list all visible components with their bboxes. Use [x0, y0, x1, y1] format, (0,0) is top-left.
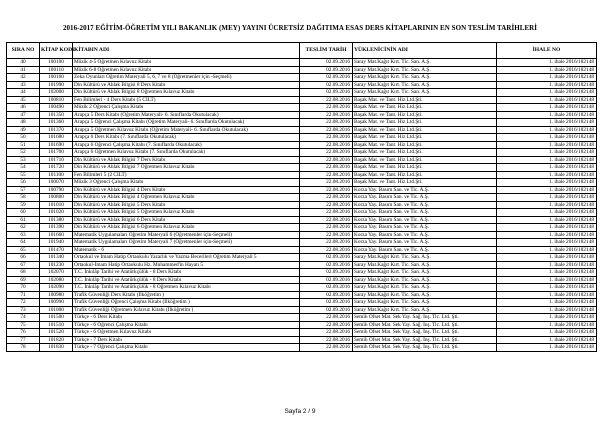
cell-teslim-tarih: 22.08.2016: [300, 171, 353, 179]
cell-sira-no: 41: [7, 66, 40, 74]
cell-sira-no: 50: [7, 134, 40, 142]
cell-teslim-tarih: 22.08.2016: [300, 246, 353, 254]
cell-kitabin-adi: Matematik - 6: [73, 246, 300, 254]
cell-kitap-kodu: 101340: [40, 254, 73, 262]
cell-sira-no: 62: [7, 224, 40, 232]
cell-kitabin-adi: Arapça 5 Öğretmen Kılavuz Kitabı (Öğretim Materyali- 6. Sınıflarda Okutulacak): [73, 126, 300, 134]
cell-yuklenici: Başak Mat. ve Tant. Hiz Ltd.Şti.: [353, 171, 497, 179]
cell-kitabin-adi: Fen Bilimleri 5 (2 CİLT): [73, 171, 300, 179]
cell-ihale-no: 1. ihale 2016/182148: [497, 59, 597, 67]
cell-kitabin-adi: T.C. İnkılâp Tarihi ve Atatürkçülük - 8 Öğretmen Kılavuz Kitabı: [73, 284, 300, 292]
cell-kitap-kodu: 101380: [40, 216, 73, 224]
cell-kitabin-adi: Trafik Güvenliği Öğretmen Kılavuz Kitabı (İlköğretim ): [73, 306, 300, 314]
cell-sira-no: 68: [7, 269, 40, 277]
cell-sira-no: 53: [7, 156, 40, 164]
cell-yuklenici: Saray Mat.Kağıt Kırt. Tic. San. A.Ş.: [353, 66, 497, 74]
cell-yuklenici: Başak Mat. ve Tant. Hiz Ltd.Şti.: [353, 164, 497, 172]
cell-kitap-kodu: 101710: [40, 156, 73, 164]
table-row: [7, 164, 597, 172]
cell-yuklenici: Saray Mat.Kağıt Kırt. Tic. San. A.Ş.: [353, 81, 497, 89]
cell-sira-no: 77: [7, 336, 40, 344]
cell-ihale-no: 1. ihale 2016/182148: [497, 209, 597, 217]
table-row: [7, 344, 597, 352]
cell-kitabin-adi: Din Kültürü ve Ahlak Bilgisi 7 Öğretmen Kılavuz Kitabı: [73, 164, 300, 172]
cell-kitap-kodu: 100100: [40, 59, 73, 67]
cell-sira-no: 47: [7, 111, 40, 119]
cell-ihale-no: 1. ihale 2016/182148: [497, 171, 597, 179]
cell-yuklenici: Korza Yay. Basım San. ve Tic. A.Ş.: [353, 239, 497, 247]
cell-teslim-tarih: 02.09.2016: [300, 89, 353, 97]
cell-ihale-no: 1. ihale 2016/182148: [497, 269, 597, 277]
cell-yuklenici: Saray Mat.Kağıt Kırt. Tic. San. A.Ş.: [353, 261, 497, 269]
table-header-row: [7, 43, 597, 59]
cell-yuklenici: Başak Mat. ve Tant. Hiz Ltd.Şti.: [353, 156, 497, 164]
cell-teslim-tarih: 22.08.2016: [300, 231, 353, 239]
table-row: [7, 216, 597, 224]
cell-kitap-kodu: 101520: [40, 329, 73, 337]
header-kitabin-adi: [73, 43, 300, 59]
cell-teslim-tarih: 02.09.2016: [300, 261, 353, 269]
table-row: [7, 134, 597, 142]
header-sira-text: SIRA NO: [11, 47, 35, 54]
cell-ihale-no: 1. ihale 2016/182148: [497, 261, 597, 269]
cell-sira-no: 59: [7, 201, 40, 209]
cell-ihale-no: 1. ihale 2016/182148: [497, 194, 597, 202]
header-yayinci-text: YÜKLENİCİNİN ADI: [354, 47, 408, 54]
cell-sira-no: 61: [7, 216, 40, 224]
cell-kitabin-adi: Din Kültürü ve Ahlak Bilgisi 5 Ders Kitabı: [73, 201, 300, 209]
table-row: [7, 194, 597, 202]
cell-yuklenici: Korza Yay. Basım San. ve Tic. A.Ş.: [353, 246, 497, 254]
cell-teslim-tarih: 22.08.2016: [300, 111, 353, 119]
table-row: [7, 329, 597, 337]
cell-ihale-no: 1. ihale 2016/182148: [497, 254, 597, 262]
cell-kitap-kodu: 101500: [40, 314, 73, 322]
cell-kitap-kodu: 100070: [40, 179, 73, 187]
cell-teslim-tarih: 22.08.2016: [300, 126, 353, 134]
cell-teslim-tarih: 22.08.2016: [300, 336, 353, 344]
cell-kitabin-adi: Din Kültürü ve Ahlak Bilgisi 5 Öğretmen Kılavuz Kitabı: [73, 209, 300, 217]
cell-teslim-tarih: 02.09.2016: [300, 299, 353, 307]
cell-teslim-tarih: 22.08.2016: [300, 186, 353, 194]
cell-kitap-kodu: 100110: [40, 66, 73, 74]
cell-sira-no: 63: [7, 231, 40, 239]
cell-kitap-kodu: 101470: [40, 246, 73, 254]
cell-kitap-kodu: 101680: [40, 134, 73, 142]
cell-teslim-tarih: 02.09.2016: [300, 254, 353, 262]
cell-kitap-kodu: 101360: [40, 119, 73, 127]
cell-kitabin-adi: Arapça 6 Öğretmen Kılavuz Kitabı (7. Sınıflarda Okutulacak): [73, 149, 300, 157]
cell-kitap-kodu: 101370: [40, 126, 73, 134]
cell-teslim-tarih: 22.08.2016: [300, 104, 353, 112]
cell-sira-no: 69: [7, 276, 40, 284]
cell-kitabin-adi: Ortaokul-İmam Hatip Ortaokulu Hz. Muhammed'in Hayatı 5: [73, 261, 300, 269]
table-row: [7, 81, 597, 89]
cell-kitap-kodu: 102090: [40, 284, 73, 292]
cell-kitabin-adi: Din Kültürü ve Ahlak Bilgisi 4 Ders Kitabı: [73, 186, 300, 194]
cell-kitabin-adi: Müzik 3 Öğrenci Çalışma Kitabı: [73, 179, 300, 187]
table-row: [7, 246, 597, 254]
cell-yuklenici: Semih Ofset Mat. Sek Yay. Sağ. İnş. Tic. Ltd. Şti.: [353, 321, 497, 329]
cell-sira-no: 60: [7, 209, 40, 217]
cell-yuklenici: Semih Ofset Mat. Sek Yay. Sağ. İnş. Tic. Ltd. Şti.: [353, 336, 497, 344]
table-row: [7, 111, 597, 119]
table-row: [7, 66, 597, 74]
cell-yuklenici: Başak Mat. ve Tant. Hiz Ltd.Şti.: [353, 96, 497, 104]
cell-ihale-no: 1. ihale 2016/182148: [497, 186, 597, 194]
cell-ihale-no: 1. ihale 2016/182148: [497, 81, 597, 89]
cell-sira-no: 66: [7, 254, 40, 262]
table-row: [7, 141, 597, 149]
cell-sira-no: 43: [7, 81, 40, 89]
cell-ihale-no: 1. ihale 2016/182148: [497, 291, 597, 299]
table-row: [7, 336, 597, 344]
cell-kitabin-adi: Zeka Oyunları Öğretim Materyali 5, 6, 7 ve 8 (Öğretmenler için -Seçmeli): [73, 74, 300, 82]
cell-ihale-no: 1. ihale 2016/182148: [497, 201, 597, 209]
cell-ihale-no: 1. ihale 2016/182148: [497, 276, 597, 284]
cell-teslim-tarih: 22.08.2016: [300, 149, 353, 157]
page-title: 2016-2017 EĞİTİM-ÖĞRETİM YILI BAKANLIK (MEY) YAYINI ÜCRETSİZ DAĞITIMA ESAS DERS KİTAPLARININ EN SON TESLİM TARİHLERİ: [62, 24, 538, 32]
table-body: [7, 59, 597, 352]
cell-kitabin-adi: Arapça 5 Ders Kitabı (Öğretim Materyali- 6. Sınıflarda Okutulacak): [73, 111, 300, 119]
cell-sira-no: 49: [7, 126, 40, 134]
cell-sira-no: 55: [7, 171, 40, 179]
cell-yuklenici: Saray Mat.Kağıt Kırt. Tic. San. A.Ş.: [353, 254, 497, 262]
cell-ihale-no: 1. ihale 2016/182148: [497, 119, 597, 127]
cell-kitap-kodu: 101720: [40, 164, 73, 172]
cell-ihale-no: 1. ihale 2016/182148: [497, 96, 597, 104]
cell-kitap-kodu: 101100: [40, 171, 73, 179]
cell-ihale-no: 1. ihale 2016/182148: [497, 141, 597, 149]
cell-teslim-tarih: 22.08.2016: [300, 344, 353, 352]
cell-ihale-no: 1. ihale 2016/182148: [497, 89, 597, 97]
cell-kitap-kodu: 101940: [40, 239, 73, 247]
cell-yuklenici: Korza Yay. Basım San. ve Tic. A.Ş.: [353, 186, 497, 194]
cell-kitap-kodu: 101230: [40, 261, 73, 269]
cell-teslim-tarih: 22.08.2016: [300, 321, 353, 329]
cell-kitabin-adi: Matematik Uygulamaları Öğretim Materyali 7 (Öğretmenler için-Seçmeli): [73, 239, 300, 247]
cell-kitap-kodu: 100980: [40, 291, 73, 299]
cell-ihale-no: 1. ihale 2016/182148: [497, 314, 597, 322]
cell-sira-no: 70: [7, 284, 40, 292]
cell-ihale-no: 1. ihale 2016/182148: [497, 246, 597, 254]
cell-kitap-kodu: 101020: [40, 209, 73, 217]
cell-teslim-tarih: 22.08.2016: [300, 156, 353, 164]
table-row: [7, 276, 597, 284]
cell-sira-no: 71: [7, 291, 40, 299]
cell-kitabin-adi: Müzik 4-5 Öğretmen Kılavuz Kitabı: [73, 59, 300, 67]
cell-teslim-tarih: 22.08.2016: [300, 134, 353, 142]
table-row: [7, 59, 597, 67]
cell-kitap-kodu: 100810: [40, 96, 73, 104]
cell-kitabin-adi: Matematik Uygulamaları Öğretim Materyali 6 (Öğretmenler için-Seçmeli): [73, 231, 300, 239]
cell-teslim-tarih: 22.08.2016: [300, 239, 353, 247]
table-row: [7, 299, 597, 307]
cell-kitabin-adi: Din Kültürü ve Ahlak Bilgisi 6 Ders Kitabı: [73, 216, 300, 224]
cell-yuklenici: Saray Mat.Kağıt Kırt. Tic. San. A.Ş.: [353, 89, 497, 97]
table-row: [7, 291, 597, 299]
cell-kitap-kodu: 101510: [40, 321, 73, 329]
cell-yuklenici: Başak Mat. ve Tant. Hiz Ltd.Şti.: [353, 126, 497, 134]
table-row: [7, 269, 597, 277]
cell-sira-no: 40: [7, 59, 40, 67]
cell-teslim-tarih: 02.09.2016: [300, 66, 353, 74]
cell-yuklenici: Korza Yay. Basım San. ve Tic. A.Ş.: [353, 209, 497, 217]
cell-teslim-tarih: 22.08.2016: [300, 119, 353, 127]
cell-yuklenici: Korza Yay. Basım San. ve Tic. A.Ş.: [353, 231, 497, 239]
cell-kitap-kodu: 101000: [40, 306, 73, 314]
table-row: [7, 89, 597, 97]
header-ihale-no: [497, 43, 597, 59]
table-row: [7, 96, 597, 104]
cell-ihale-no: 1. ihale 2016/182148: [497, 231, 597, 239]
table-row: [7, 261, 597, 269]
cell-sira-no: 42: [7, 74, 40, 82]
cell-kitabin-adi: Din Kültürü ve Ahlak Bilgisi 8 Ders Kitabı: [73, 81, 300, 89]
cell-sira-no: 78: [7, 344, 40, 352]
cell-kitabin-adi: T.C. İnkılâp Tarihi ve Atatürkçülük - 8 Ders Kitabı: [73, 276, 300, 284]
cell-kitabin-adi: Müzik 6-8 Öğretmen Kılavuz Kitabı: [73, 66, 300, 74]
table-row: [7, 156, 597, 164]
header-yuklenici: [353, 43, 497, 59]
table-row: [7, 104, 597, 112]
cell-teslim-tarih: 22.08.2016: [300, 329, 353, 337]
cell-teslim-tarih: 22.08.2016: [300, 179, 353, 187]
cell-kitabin-adi: Din Kültürü ve Ahlak Bilgisi 6 Öğretmen Kılavuz Kitabı: [73, 224, 300, 232]
cell-yuklenici: Saray Mat.Kağıt Kırt. Tic. San. A.Ş.: [353, 276, 497, 284]
cell-yuklenici: Korza Yay. Basım San. ve Tic. A.Ş.: [353, 194, 497, 202]
cell-yuklenici: Saray Mat.Kağıt Kırt. Tic. San. A.Ş.: [353, 269, 497, 277]
table-row: [7, 119, 597, 127]
cell-teslim-tarih: 22.08.2016: [300, 194, 353, 202]
cell-ihale-no: 1. ihale 2016/182148: [497, 329, 597, 337]
table-row: [7, 201, 597, 209]
cell-sira-no: 46: [7, 104, 40, 112]
cell-kitabin-adi: Din Kültürü ve Ahlak Bilgisi 8 Öğretmen Kılavuz Kitabı: [73, 89, 300, 97]
cell-sira-no: 72: [7, 299, 40, 307]
table-row: [7, 74, 597, 82]
cell-yuklenici: Semih Ofset Mat. Sek Yay. Sağ. İnş. Tic. Ltd. Şti.: [353, 329, 497, 337]
cell-yuklenici: Saray Mat.Kağıt Kırt. Tic. San. A.Ş.: [353, 59, 497, 67]
cell-kitabin-adi: Türkçe - 6 Ders Kitabı: [73, 314, 300, 322]
cell-ihale-no: 1. ihale 2016/182148: [497, 179, 597, 187]
table-row: [7, 126, 597, 134]
table-row: [7, 209, 597, 217]
cell-teslim-tarih: 02.09.2016: [300, 276, 353, 284]
cell-yuklenici: Korza Yay. Basım San. ve Tic. A.Ş.: [353, 201, 497, 209]
cell-ihale-no: 1. ihale 2016/182148: [497, 149, 597, 157]
cell-sira-no: 52: [7, 149, 40, 157]
cell-ihale-no: 1. ihale 2016/182148: [497, 134, 597, 142]
cell-teslim-tarih: 02.09.2016: [300, 269, 353, 277]
cell-yuklenici: Saray Mat.Kağıt Kırt. Tic. San. A.Ş.: [353, 284, 497, 292]
cell-kitabin-adi: Türkçe - 6 Öğretmen Kılavuz Kitabı: [73, 329, 300, 337]
cell-kitabin-adi: Trafik Güvenliği Ders Kitabı (İlköğretim ): [73, 291, 300, 299]
cell-ihale-no: 1. ihale 2016/182148: [497, 126, 597, 134]
cell-kitabin-adi: Fen Bilimleri - 4 Ders Kitabı (5 CİLT): [73, 96, 300, 104]
cell-teslim-tarih: 02.09.2016: [300, 291, 353, 299]
cell-sira-no: 67: [7, 261, 40, 269]
table-row: [7, 314, 597, 322]
cell-teslim-tarih: 02.09.2016: [300, 81, 353, 89]
table-row: [7, 306, 597, 314]
cell-kitabin-adi: Din Kültürü ve Ahlak Bilgisi 7 Ders Kitabı: [73, 156, 300, 164]
cell-kitabin-adi: Türkçe - 7 Ders Kitabı: [73, 336, 300, 344]
cell-ihale-no: 1. ihale 2016/182148: [497, 336, 597, 344]
cell-kitap-kodu: 102070: [40, 269, 73, 277]
cell-kitap-kodu: 102000: [40, 89, 73, 97]
cell-kitabin-adi: Arapça 6 Ders Kitabı (7. Sınıflarda Okutulacak): [73, 134, 300, 142]
page-number: Sayfa 2 / 9: [284, 408, 316, 415]
cell-ihale-no: 1. ihale 2016/182148: [497, 299, 597, 307]
cell-sira-no: 58: [7, 194, 40, 202]
cell-yuklenici: Başak Mat. ve Tant. Hiz Ltd.Şti.: [353, 119, 497, 127]
cell-yuklenici: Başak Mat. ve Tant. Hiz Ltd.Şti.: [353, 111, 497, 119]
cell-sira-no: 54: [7, 164, 40, 172]
cell-ihale-no: 1. ihale 2016/182148: [497, 224, 597, 232]
cell-kitap-kodu: 101660: [40, 231, 73, 239]
cell-yuklenici: Saray Mat.Kağıt Kırt. Tic. San. A.Ş.: [353, 306, 497, 314]
cell-teslim-tarih: 22.08.2016: [300, 224, 353, 232]
cell-kitap-kodu: 101690: [40, 141, 73, 149]
cell-yuklenici: Semih Ofset Mat. Sek Yay. Sağ. İnş. Tic. Ltd. Şti.: [353, 314, 497, 322]
cell-ihale-no: 1. ihale 2016/182148: [497, 344, 597, 352]
header-sira-no: [7, 43, 40, 59]
cell-sira-no: 73: [7, 306, 40, 314]
cell-yuklenici: Başak Mat. ve Tant. Hiz Ltd.Şti.: [353, 149, 497, 157]
cell-sira-no: 48: [7, 119, 40, 127]
cell-sira-no: 75: [7, 321, 40, 329]
cell-ihale-no: 1. ihale 2016/182148: [497, 104, 597, 112]
table-row: [7, 239, 597, 247]
cell-teslim-tarih: 22.08.2016: [300, 141, 353, 149]
cell-sira-no: 65: [7, 246, 40, 254]
cell-kitabin-adi: Arapça 5 Öğrenci Çalışma Kitabı (Öğretim Materyali- 6. Sınıflarda Okutulacak): [73, 119, 300, 127]
cell-sira-no: 76: [7, 329, 40, 337]
cell-kitabin-adi: T.C. İnkılâp Tarihi ve Atatürkçülük - 8 Ders Kitabı: [73, 269, 300, 277]
table-row: [7, 171, 597, 179]
table-row: [7, 149, 597, 157]
cell-sira-no: 57: [7, 186, 40, 194]
cell-kitap-kodu: 101820: [40, 336, 73, 344]
cell-kitabin-adi: Trafik Güvenliği Öğrenci Çalışma Kitabı (İlköğretim ): [73, 299, 300, 307]
header-tarih-text: TESLİM TARİH: [305, 47, 347, 54]
cell-sira-no: 74: [7, 314, 40, 322]
cell-yuklenici: Korza Yay. Basım San. ve Tic. A.Ş.: [353, 224, 497, 232]
table-row: [7, 186, 597, 194]
cell-kitap-kodu: 101350: [40, 111, 73, 119]
cell-kitap-kodu: 100490: [40, 104, 73, 112]
cell-kitabin-adi: Müzik 2 Öğrenci Çalışma Kitabı: [73, 104, 300, 112]
cell-kitap-kodu: 101010: [40, 201, 73, 209]
cell-ihale-no: 1. ihale 2016/182148: [497, 74, 597, 82]
cell-yuklenici: Başak Mat. ve Tant. Hiz Ltd.Şti.: [353, 134, 497, 142]
cell-teslim-tarih: 22.08.2016: [300, 314, 353, 322]
cell-teslim-tarih: 22.08.2016: [300, 164, 353, 172]
cell-sira-no: 44: [7, 89, 40, 97]
cell-ihale-no: 1. ihale 2016/182148: [497, 164, 597, 172]
cell-kitap-kodu: 101830: [40, 344, 73, 352]
cell-sira-no: 64: [7, 239, 40, 247]
cell-kitap-kodu: 100790: [40, 186, 73, 194]
cell-yuklenici: Saray Mat.Kağıt Kırt. Tic. San. A.Ş.: [353, 299, 497, 307]
cell-ihale-no: 1. ihale 2016/182148: [497, 66, 597, 74]
cell-kitap-kodu: 100160: [40, 74, 73, 82]
cell-kitap-kodu: 101990: [40, 81, 73, 89]
cell-sira-no: 51: [7, 141, 40, 149]
cell-kitabin-adi: Arapça 6 Öğrenci Çalışma Kitabı (7. Sınıflarda Okutulacak): [73, 141, 300, 149]
cell-kitap-kodu: 100800: [40, 194, 73, 202]
table-row: [7, 231, 597, 239]
cell-kitabin-adi: Türkçe - 6 Öğrenci Çalışma Kitabı: [73, 321, 300, 329]
cell-teslim-tarih: 02.09.2016: [300, 284, 353, 292]
cell-sira-no: 56: [7, 179, 40, 187]
cell-yuklenici: Başak Mat. ve Tant. Hiz Ltd.Şti.: [353, 179, 497, 187]
header-adi-text: KİTABIN ADI: [74, 47, 110, 54]
header-teslim-tarih: [300, 43, 353, 59]
cell-ihale-no: 1. ihale 2016/182148: [497, 239, 597, 247]
cell-ihale-no: 1. ihale 2016/182148: [497, 156, 597, 164]
cell-kitabin-adi: Din Kültürü ve Ahlak Bilgisi 4 Öğretmen Kılavuz Kitabı: [73, 194, 300, 202]
cell-kitap-kodu: 101700: [40, 149, 73, 157]
header-ihale-text: İHALE NO: [532, 47, 561, 54]
cell-sira-no: 45: [7, 96, 40, 104]
cell-ihale-no: 1. ihale 2016/182148: [497, 306, 597, 314]
cell-yuklenici: Korza Yay. Basım San. ve Tic. A.Ş.: [353, 216, 497, 224]
cell-teslim-tarih: 02.09.2016: [300, 306, 353, 314]
cell-teslim-tarih: 22.08.2016: [300, 216, 353, 224]
cell-kitap-kodu: 101390: [40, 224, 73, 232]
cell-teslim-tarih: 02.09.2016: [300, 59, 353, 67]
header-kod-text: KİTAP KODU: [41, 47, 77, 54]
cell-yuklenici: Semih Ofset Mat. Sek Yay. Sağ. İnş. Tic. Ltd. Şti.: [353, 344, 497, 352]
delivery-dates-table: [6, 42, 597, 352]
cell-teslim-tarih: 22.08.2016: [300, 201, 353, 209]
cell-kitabin-adi: Ortaokul ve İmam Hatip Ortaokulu Yazarlık ve Yazma Becerileri Öğretim Materyali 5: [73, 254, 300, 262]
table-row: [7, 224, 597, 232]
header-kitap-kodu: [40, 43, 77, 59]
cell-teslim-tarih: 22.08.2016: [300, 96, 353, 104]
table-row: [7, 284, 597, 292]
cell-teslim-tarih: 22.08.2016: [300, 209, 353, 217]
cell-yuklenici: Saray Mat.Kağıt Kırt. Tic. San. A.Ş.: [353, 291, 497, 299]
cell-yuklenici: Başak Mat. ve Tant. Hiz Ltd.Şti.: [353, 141, 497, 149]
cell-ihale-no: 1. ihale 2016/182148: [497, 111, 597, 119]
table-row: [7, 254, 597, 262]
cell-ihale-no: 1. ihale 2016/182148: [497, 321, 597, 329]
cell-yuklenici: Başak Mat. ve Tant. Hiz Ltd.Şti.: [353, 104, 497, 112]
cell-ihale-no: 1. ihale 2016/182148: [497, 284, 597, 292]
cell-teslim-tarih: 02.09.2016: [300, 74, 353, 82]
table-row: [7, 179, 597, 187]
cell-kitabin-adi: Türkçe - 7 Öğrenci Çalışma Kitabı: [73, 344, 300, 352]
table-row: [7, 321, 597, 329]
cell-kitap-kodu: 100990: [40, 299, 73, 307]
cell-ihale-no: 1. ihale 2016/182148: [497, 216, 597, 224]
cell-yuklenici: Saray Mat.Kağıt Kırt. Tic. San. A.Ş.: [353, 74, 497, 82]
cell-kitap-kodu: 102080: [40, 276, 73, 284]
